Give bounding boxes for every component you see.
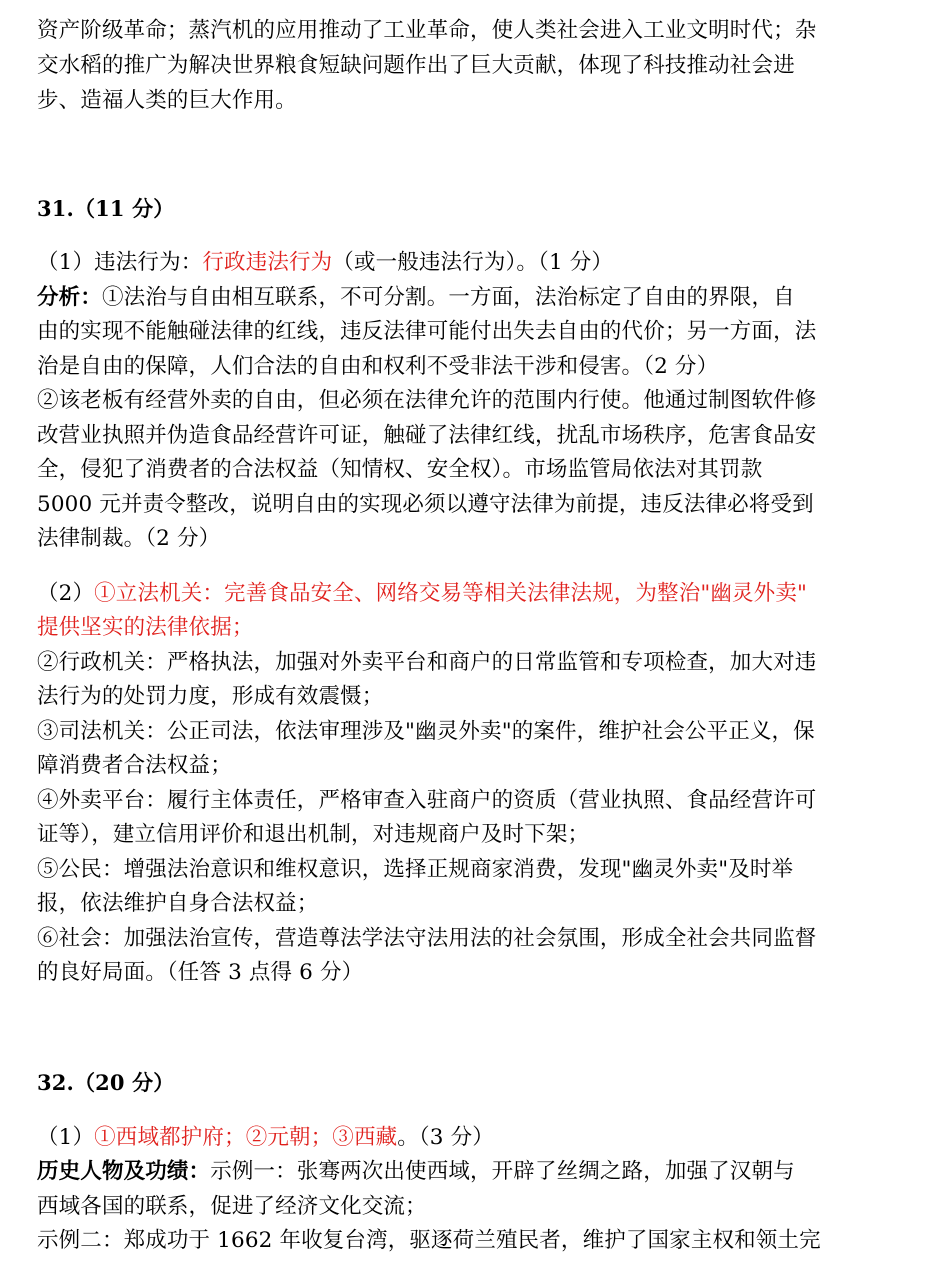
q31-analysis-line-6: 全，侵犯了消费者的合法权益（知情权、安全权）。市场监管局依法对其罚款 [37, 457, 763, 482]
q31-analysis-line-8: 法律制裁。（2 分） [37, 526, 221, 551]
q31-part2-line-5: ③司法机关：公正司法，依法审理涉及"幽灵外卖"的案件，维护社会公平正义，保 [37, 719, 815, 744]
question-31-heading: 31.（11 分） [37, 196, 175, 221]
q31-part2-line-9: ⑤公民：增强法治意识和维权意识，选择正规商家消费，发现"幽灵外卖"及时举 [37, 857, 794, 882]
q31-analysis-line-1 [37, 281, 795, 315]
q31-part2-line-1 [37, 577, 807, 611]
q31-part2-line-6: 障消费者合法权益； [37, 753, 232, 778]
q31-part1-suffix: （或一般违法行为）。（1 分） [332, 250, 614, 275]
analysis-label: 分析： [37, 285, 102, 310]
q31-analysis-line-3: 治是自由的保障，人们合法的自由和权利不受非法干涉和侵害。（2 分） [37, 354, 719, 379]
q31-analysis-line-2: 由的实现不能触碰法律的红线，违反法律可能付出失去自由的代价；另一方面，法 [37, 319, 817, 344]
q32-figures-line-2: 西域各国的联系，促进了经济文化交流； [37, 1194, 427, 1219]
q31-part2-line-2: 提供坚实的法律依据； [37, 615, 254, 640]
q32-part1-suffix: 。（3 分） [397, 1125, 494, 1150]
q32-part1-line [37, 1121, 494, 1155]
q31-analysis-line-4: ②该老板有经营外卖的自由，但必须在法律允许的范围内行使。他通过制图软件修 [37, 388, 817, 413]
q31-analysis-line-7: 5000 元并责令整改，说明自由的实现必须以遵守法律为前提，违反法律必将受到 [37, 492, 814, 517]
q31-part2-line-8: 证等），建立信用评价和退出机制，对违规商户及时下架； [37, 822, 590, 847]
q31-part1-prefix: （1）违法行为： [37, 250, 203, 275]
q31-part2-line-10: 报，依法维护自身合法权益； [37, 891, 319, 916]
q32-figures-line-3: 示例二：郑成功于 1662 年收复台湾，驱逐荷兰殖民者，维护了国家主权和领土完 [37, 1228, 821, 1253]
q31-part1-line [37, 246, 613, 280]
figures-label: 历史人物及功绩： [37, 1159, 211, 1184]
intro-line-1: 资产阶级革命；蒸汽机的应用推动了工业革命，使人类社会进入工业文明时代；杂 [37, 18, 817, 43]
analysis-text: ①法治与自由相互联系，不可分割。一方面，法治标定了自由的界限，自 [101, 285, 795, 310]
intro-line-3: 步、造福人类的巨大作用。 [37, 88, 297, 113]
q31-part2-line-11: ⑥社会：加强法治宣传，营造尊法学法守法用法的社会氛围，形成全社会共同监督 [37, 926, 817, 951]
q31-part2-answer-1: ①立法机关：完善食品安全、网络交易等相关法律法规，为整治"幽灵外卖" [94, 581, 808, 606]
q32-figures-line-1 [37, 1155, 795, 1189]
intro-line-2: 交水稻的推广为解决世界粮食短缺问题作出了巨大贡献，体现了科技推动社会进 [37, 53, 795, 78]
q31-part1-answer: 行政违法行为 [202, 250, 333, 275]
q31-part2-line-7: ④外卖平台：履行主体责任，严格审查入驻商户的资质（营业执照、食品经营许可 [37, 788, 817, 813]
q32-part1-prefix: （1） [37, 1125, 95, 1150]
q32-part1-answer: ①西域都护府；②元朝；③西藏 [94, 1125, 398, 1150]
question-32-heading: 32.（20 分） [37, 1070, 175, 1095]
figures-text: 示例一：张骞两次出使西域，开辟了丝绸之路，加强了汉朝与 [210, 1159, 795, 1184]
q31-part2-line-12: 的良好局面。（任答 3 点得 6 分） [37, 960, 364, 985]
q31-part2-line-3: ②行政机关：严格执法，加强对外卖平台和商户的日常监管和专项检查，加大对违 [37, 650, 817, 675]
q31-part2-line-4: 法行为的处罚力度，形成有效震慑； [37, 684, 384, 709]
q31-analysis-line-5: 改营业执照并伪造食品经营许可证，触碰了法律红线，扰乱市场秩序，危害食品安 [37, 423, 817, 448]
q31-part2-prefix: （2） [37, 581, 95, 606]
